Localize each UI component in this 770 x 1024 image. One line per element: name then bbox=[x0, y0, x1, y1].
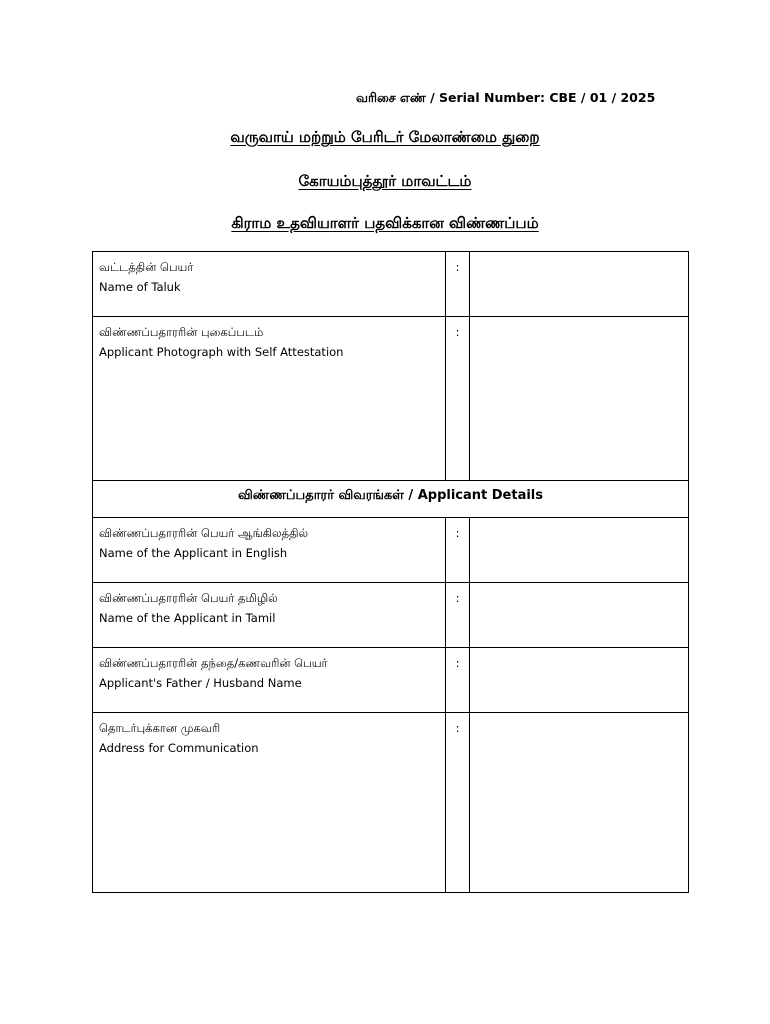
field-label bbox=[93, 252, 446, 317]
form-row-photograph bbox=[93, 317, 689, 481]
field-label-tamil: தொடர்புக்கான முகவரி bbox=[99, 721, 221, 735]
field-colon: : bbox=[446, 252, 470, 317]
field-label-english: Name of the Applicant in English bbox=[99, 546, 288, 560]
district-title: கோயம்புத்தூர் மாவட்டம் bbox=[298, 172, 472, 190]
field-label-english: Applicant's Father / Husband Name bbox=[99, 676, 302, 690]
field-label bbox=[93, 648, 446, 713]
field-label-english: Applicant Photograph with Self Attestation bbox=[99, 345, 344, 359]
field-label-english: Address for Communication bbox=[99, 741, 259, 755]
father-husband-name-field[interactable] bbox=[470, 648, 689, 713]
form-row-father-husband-name bbox=[93, 648, 689, 713]
field-label bbox=[93, 583, 446, 648]
field-label-tamil: விண்ணப்பதாரரின் பெயர் ஆங்கிலத்தில் bbox=[99, 526, 309, 540]
application-form-table bbox=[92, 251, 689, 893]
field-label-english: Name of Taluk bbox=[99, 280, 181, 294]
department-title: வருவாய் மற்றும் பேரிடர் மேலாண்மை துறை bbox=[230, 128, 540, 146]
form-row-name-tamil bbox=[93, 583, 689, 648]
field-colon: : bbox=[446, 518, 470, 583]
field-label-tamil: வட்டத்தின் பெயர் bbox=[99, 260, 194, 274]
field-colon: : bbox=[446, 648, 470, 713]
address-field[interactable] bbox=[470, 713, 689, 893]
field-colon: : bbox=[446, 317, 470, 481]
serial-number: வரிசை எண் / Serial Number: CBE / 01 / 2025 bbox=[356, 90, 656, 105]
form-row-taluk bbox=[93, 252, 689, 317]
name-english-field[interactable] bbox=[470, 518, 689, 583]
field-colon: : bbox=[446, 713, 470, 893]
field-label-tamil: விண்ணப்பதாரரின் பெயர் தமிழில் bbox=[99, 591, 278, 605]
field-label-tamil: விண்ணப்பதாரரின் புகைப்படம் bbox=[99, 325, 264, 339]
form-title: கிராம உதவியாளர் பதவிக்கான விண்ணப்பம் bbox=[231, 214, 539, 232]
field-label bbox=[93, 317, 446, 481]
taluk-field[interactable] bbox=[470, 252, 689, 317]
field-label-tamil: விண்ணப்பதாரரின் தந்தை/கணவரின் பெயர் bbox=[99, 656, 328, 670]
field-colon: : bbox=[446, 583, 470, 648]
section-row-applicant-details bbox=[93, 481, 689, 518]
name-tamil-field[interactable] bbox=[470, 583, 689, 648]
form-row-address bbox=[93, 713, 689, 893]
form-row-name-english bbox=[93, 518, 689, 583]
field-label bbox=[93, 518, 446, 583]
field-label bbox=[93, 713, 446, 893]
photograph-field[interactable] bbox=[470, 317, 689, 481]
section-heading: விண்ணப்பதாரர் விவரங்கள் / Applicant Details bbox=[93, 481, 689, 518]
field-label-english: Name of the Applicant in Tamil bbox=[99, 611, 276, 625]
